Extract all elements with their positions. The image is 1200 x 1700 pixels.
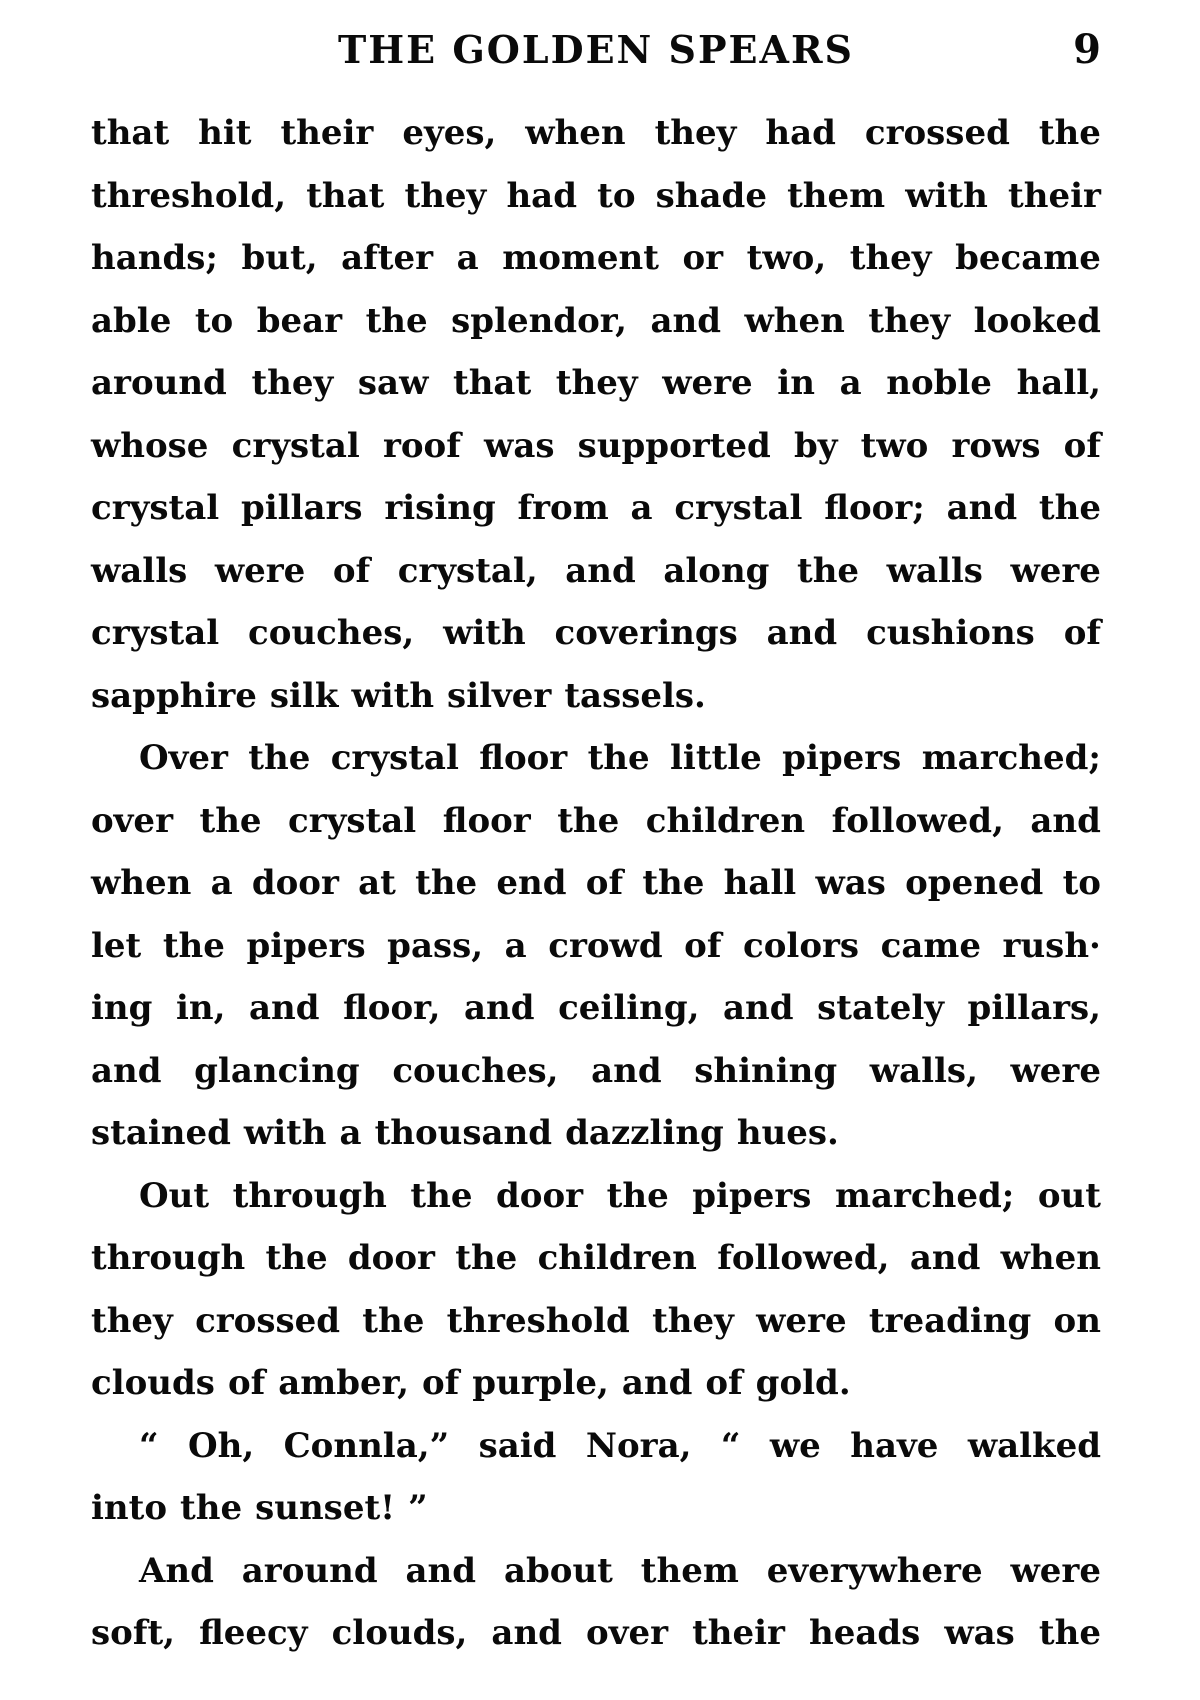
word: amber, — [278, 1363, 409, 1403]
word: over — [91, 800, 173, 841]
word: floor — [442, 800, 531, 841]
word: sapphire — [91, 675, 257, 716]
word: the — [180, 1488, 243, 1528]
word: the — [199, 800, 262, 841]
paragraph — [91, 1165, 1101, 1415]
word: ceiling, — [558, 988, 700, 1028]
word: everywhere — [766, 1550, 983, 1591]
running-head — [91, 20, 1101, 80]
paragraph — [91, 1415, 1101, 1540]
word: said — [478, 1425, 557, 1466]
word: able — [91, 300, 172, 341]
word: walls, — [869, 1050, 978, 1091]
word: crystal — [674, 488, 803, 528]
word: when — [1000, 1238, 1101, 1278]
word: Over — [139, 738, 228, 778]
word: in — [777, 363, 815, 403]
word: and — [723, 988, 794, 1028]
word: into — [91, 1488, 168, 1528]
word: the — [1038, 488, 1101, 528]
word: opened — [905, 863, 1044, 903]
word: when — [744, 300, 845, 341]
word: roof — [382, 425, 461, 466]
word: whose — [91, 425, 209, 466]
word: the — [248, 738, 311, 778]
word: Connla,” — [283, 1425, 450, 1466]
word: at — [358, 863, 396, 903]
word: were — [1010, 1550, 1101, 1591]
word: Out — [139, 1175, 210, 1216]
word: to — [597, 175, 636, 216]
word: hall — [723, 863, 797, 903]
word: silk — [269, 675, 339, 716]
text-line — [91, 665, 1101, 728]
word: glancing — [194, 1050, 360, 1091]
word: and — [650, 300, 722, 341]
word: crystal, — [397, 550, 538, 591]
word: ” — [408, 1488, 428, 1528]
text-line — [91, 977, 1101, 1040]
word: the — [587, 738, 650, 778]
word: Oh, — [188, 1425, 255, 1466]
word: looked — [973, 300, 1101, 341]
text-line — [91, 477, 1101, 540]
word: and — [463, 988, 535, 1028]
word: and — [591, 1050, 662, 1091]
text-line — [91, 790, 1101, 853]
word: and — [565, 550, 636, 591]
word: with — [351, 675, 435, 716]
page-number: 9 — [1073, 26, 1101, 73]
text-line — [91, 290, 1101, 353]
word: followed, — [831, 800, 1004, 841]
word: them — [787, 175, 886, 216]
word: gold. — [755, 1363, 851, 1403]
word: were — [214, 550, 306, 591]
word: along — [663, 550, 770, 591]
word: pillars, — [967, 988, 1101, 1028]
word: floor; — [824, 488, 925, 528]
word: “ — [720, 1425, 741, 1466]
word: around — [241, 1550, 378, 1591]
word: fleecy — [199, 1613, 308, 1653]
word: from — [517, 488, 609, 528]
word: became — [955, 238, 1101, 278]
word: a — [339, 1113, 362, 1153]
word: pipers — [782, 738, 902, 778]
word: the — [1038, 1613, 1101, 1653]
word: by — [793, 425, 838, 466]
word: and — [909, 1238, 981, 1278]
word: shade — [655, 175, 767, 216]
word: stately — [817, 988, 944, 1028]
word: after — [341, 238, 434, 278]
word: the — [557, 800, 620, 841]
word: little — [670, 738, 762, 778]
word: to — [1062, 863, 1101, 903]
word: noble — [886, 363, 992, 403]
word: pillars — [240, 488, 363, 528]
word: a — [504, 925, 527, 966]
word: children — [537, 1238, 697, 1278]
text-line — [91, 1602, 1101, 1665]
text-line — [91, 415, 1101, 478]
word: was — [815, 863, 886, 903]
word: of — [684, 925, 722, 966]
word: were — [1010, 1050, 1101, 1091]
word: the — [365, 300, 428, 341]
word: the — [362, 1300, 425, 1341]
word: moment — [502, 238, 659, 278]
word: marched; — [834, 1175, 1015, 1216]
word: ing — [91, 988, 153, 1028]
word: rows — [951, 425, 1041, 466]
word: stained — [91, 1113, 231, 1153]
text-line — [91, 1415, 1101, 1478]
word: that — [306, 175, 385, 216]
word: threshold, — [91, 175, 287, 216]
word: the — [797, 550, 860, 591]
word: crowd — [548, 925, 663, 966]
word: the — [415, 863, 478, 903]
word: dazzling — [565, 1113, 724, 1153]
word: we — [769, 1425, 821, 1466]
word: couches, — [248, 613, 415, 653]
word: door — [496, 1175, 584, 1216]
word: treading — [868, 1300, 1032, 1341]
word: when — [91, 863, 192, 903]
text-line — [91, 1165, 1101, 1228]
word: were — [756, 1300, 847, 1341]
paragraph — [91, 102, 1101, 727]
word: a — [630, 488, 653, 528]
word: soft, — [91, 1613, 175, 1653]
word: about — [503, 1550, 613, 1591]
word: was — [944, 1613, 1015, 1653]
word: crystal — [91, 488, 220, 528]
word: pipers — [692, 1175, 812, 1216]
word: of — [585, 863, 624, 903]
word: walked — [967, 1425, 1101, 1466]
word: their — [1008, 175, 1101, 216]
word: of — [227, 1363, 266, 1403]
word: and — [91, 1050, 162, 1091]
word: crystal — [330, 738, 459, 778]
word: around — [91, 363, 227, 403]
word: walls — [91, 550, 188, 591]
word: let — [91, 925, 142, 966]
word: and — [1030, 800, 1101, 841]
word: marched; — [921, 738, 1101, 778]
text-line — [91, 602, 1101, 665]
word: of — [1063, 425, 1101, 466]
word: Nora, — [585, 1425, 692, 1466]
paragraph — [91, 1540, 1101, 1665]
word: eyes, — [402, 113, 497, 153]
word: crystal — [288, 800, 417, 841]
word: they — [251, 363, 334, 403]
word: they — [652, 1300, 734, 1341]
word: floor — [479, 738, 568, 778]
word: And — [139, 1550, 214, 1591]
word: of — [332, 550, 371, 591]
word: the — [455, 1238, 518, 1278]
word: purple, — [472, 1363, 609, 1403]
word: a — [456, 238, 479, 278]
word: couches, — [392, 1050, 559, 1091]
word: that — [91, 113, 170, 153]
word: in, — [175, 988, 226, 1028]
word: crystal — [231, 425, 360, 466]
text-line — [91, 352, 1101, 415]
word: and — [405, 1550, 477, 1591]
text-line — [91, 1477, 1101, 1540]
word: hands; — [91, 238, 218, 278]
word: the — [162, 925, 225, 966]
word: hues. — [736, 1113, 839, 1153]
word: had — [765, 113, 836, 153]
word: rush· — [1002, 925, 1101, 966]
word: out — [1037, 1175, 1101, 1216]
word: children — [645, 800, 806, 841]
word: “ — [139, 1425, 159, 1466]
word: through — [91, 1238, 246, 1278]
word: when — [525, 113, 626, 153]
text-line — [91, 1102, 1101, 1165]
text-line — [91, 102, 1101, 165]
body-text — [91, 102, 1101, 1665]
word: came — [880, 925, 981, 966]
word: cushions — [866, 613, 1035, 653]
word: through — [232, 1175, 387, 1216]
text-line — [91, 1540, 1101, 1603]
word: the — [265, 1238, 328, 1278]
word: they — [404, 175, 487, 216]
text-line — [91, 165, 1101, 228]
word: pass, — [387, 925, 484, 966]
word: bear — [256, 300, 343, 341]
word: the — [1038, 113, 1101, 153]
word: crystal — [91, 613, 220, 653]
word: clouds, — [331, 1613, 468, 1653]
word: and — [766, 613, 838, 653]
word: they — [849, 238, 932, 278]
word: colors — [743, 925, 860, 966]
word: were — [662, 363, 753, 403]
word: shining — [694, 1050, 838, 1091]
text-line — [91, 227, 1101, 290]
word: end — [496, 863, 567, 903]
word: supported — [577, 425, 771, 466]
word: followed, — [717, 1238, 890, 1278]
word: walls — [886, 550, 983, 591]
text-line — [91, 1040, 1101, 1103]
word: silver — [447, 675, 552, 716]
word: the — [606, 1175, 669, 1216]
word: on — [1053, 1300, 1101, 1341]
word: two — [860, 425, 929, 466]
word: with — [443, 613, 526, 653]
word: door — [251, 863, 339, 903]
word: hit — [198, 113, 252, 153]
word: and — [249, 988, 320, 1028]
word: were — [1010, 550, 1101, 591]
paragraph — [91, 727, 1101, 1165]
word: over — [586, 1613, 668, 1653]
word: floor, — [343, 988, 441, 1028]
word: to — [194, 300, 234, 341]
word: and — [946, 488, 1018, 528]
word: their — [692, 1613, 785, 1653]
word: saw — [357, 363, 429, 403]
text-line — [91, 727, 1101, 790]
word: threshold — [446, 1300, 630, 1341]
word: the — [642, 863, 705, 903]
word: splendor, — [451, 300, 628, 341]
word: or — [682, 238, 724, 278]
word: pipers — [246, 925, 366, 966]
text-line — [91, 915, 1101, 978]
word: a — [210, 863, 233, 903]
word: crossed — [195, 1300, 341, 1341]
word: them — [640, 1550, 739, 1591]
word: coverings — [554, 613, 738, 653]
word: sunset! — [255, 1488, 396, 1528]
text-line — [91, 1352, 1101, 1415]
word: and — [621, 1363, 693, 1403]
text-line — [91, 1290, 1101, 1353]
word: heads — [809, 1613, 921, 1653]
running-title: THE GOLDEN SPEARS — [337, 27, 854, 72]
word: clouds — [91, 1363, 215, 1403]
text-line — [91, 852, 1101, 915]
word: but, — [241, 238, 318, 278]
word: with — [243, 1113, 327, 1153]
text-line — [91, 1227, 1101, 1290]
word: of — [705, 1363, 743, 1403]
word: a — [839, 363, 862, 403]
word: crossed — [864, 113, 1010, 153]
word: they — [91, 1300, 173, 1341]
word: of — [421, 1363, 460, 1403]
word: they — [868, 300, 951, 341]
word: two, — [746, 238, 827, 278]
word: had — [506, 175, 577, 216]
word: tassels. — [564, 675, 706, 716]
word: thousand — [374, 1113, 553, 1153]
word: that — [452, 363, 532, 403]
word: of — [1063, 613, 1101, 653]
word: rising — [384, 488, 496, 528]
word: they — [654, 113, 737, 153]
word: their — [280, 113, 374, 153]
word: hall, — [1016, 363, 1101, 403]
word: have — [850, 1425, 939, 1466]
word: the — [410, 1175, 473, 1216]
word: was — [484, 425, 555, 466]
word: with — [905, 175, 988, 216]
text-line — [91, 540, 1101, 603]
word: and — [491, 1613, 562, 1653]
word: door — [347, 1238, 435, 1278]
word: they — [555, 363, 638, 403]
